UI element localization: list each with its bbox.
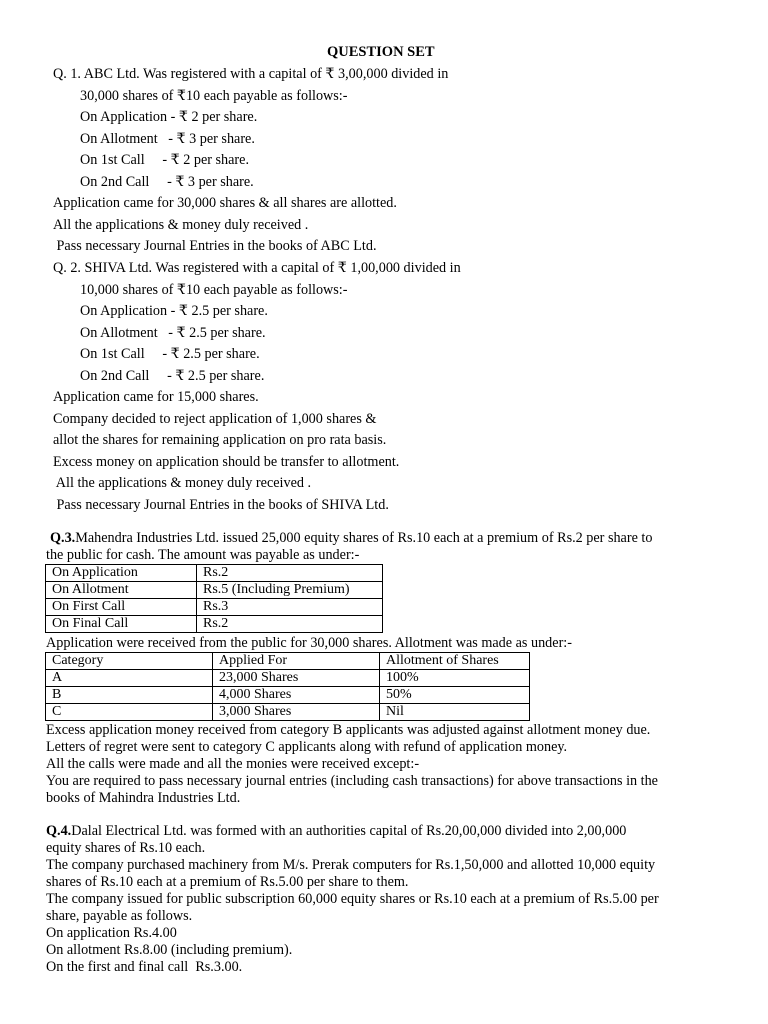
- table-row: [46, 599, 383, 616]
- q4-line: equity shares of Rs.10 each.: [46, 840, 206, 856]
- table-row: [46, 582, 383, 599]
- q4-line: On the first and final call Rs.3.00.: [46, 959, 243, 975]
- q1-note: All the applications & money duly received .: [53, 217, 309, 233]
- q1-schedule-item: On 1st Call - ₹ 2 per share.: [80, 152, 249, 168]
- q3-note: All the calls were made and all the monies were received except:-: [46, 756, 420, 772]
- q4-line: On application Rs.4.00: [46, 925, 177, 941]
- q2-intro: Q. 2. SHIVA Ltd. Was registered with a capital of ₹ 1,00,000 divided in: [53, 260, 461, 276]
- table-cell: Rs.5 (Including Premium): [197, 582, 383, 599]
- table-header-row: [46, 653, 530, 670]
- q3-note: Letters of regret were sent to category C applicants along with refund of application money.: [46, 739, 568, 755]
- table-cell: B: [46, 687, 213, 704]
- q1-schedule-item: On 2nd Call - ₹ 3 per share.: [80, 174, 254, 190]
- q1-note: Pass necessary Journal Entries in the books of ABC Ltd.: [53, 238, 377, 254]
- q1-schedule-item: On Allotment - ₹ 3 per share.: [80, 131, 255, 147]
- q4-line: share, payable as follows.: [46, 908, 193, 924]
- q3-intro: [50, 530, 652, 547]
- table-row: [46, 687, 530, 704]
- table-cell: Rs.2: [197, 565, 383, 582]
- table-cell: On Final Call: [46, 616, 197, 633]
- q1-shares: 30,000 shares of ₹10 each payable as follows:-: [80, 88, 348, 104]
- table-cell: 100%: [380, 670, 530, 687]
- q4-line: The company purchased machinery from M/s. Prerak computers for Rs.1,50,000 and allotted 10,000 equity: [46, 857, 656, 873]
- table-cell: 50%: [380, 687, 530, 704]
- q3-note: You are required to pass necessary journal entries (including cash transactions) for above transactions in the: [46, 773, 658, 789]
- q4-intro: [46, 823, 626, 840]
- q3-note: Excess application money received from category B applicants was adjusted against allotment money due.: [46, 722, 651, 738]
- q2-schedule-item: On 1st Call - ₹ 2.5 per share.: [80, 346, 260, 362]
- q2-note: All the applications & money duly received .: [53, 475, 312, 491]
- q4-intro-text: Dalal Electrical Ltd. was formed with an authorities capital of Rs.20,00,000 divided into 2,00,000: [71, 823, 627, 839]
- q1-intro: Q. 1. ABC Ltd. Was registered with a capital of ₹ 3,00,000 divided in: [53, 66, 449, 82]
- q4-label: Q.4.: [46, 823, 72, 839]
- q2-note: Excess money on application should be transfer to allotment.: [53, 454, 400, 470]
- table-cell: 4,000 Shares: [213, 687, 380, 704]
- table-cell: On Application: [46, 565, 197, 582]
- table-cell: A: [46, 670, 213, 687]
- q2-note: Company decided to reject application of 1,000 shares &: [53, 411, 377, 427]
- table-row: [46, 616, 383, 633]
- q4-line: On allotment Rs.8.00 (including premium).: [46, 942, 293, 958]
- q1-schedule-item: On Application - ₹ 2 per share.: [80, 109, 258, 125]
- table-cell: C: [46, 704, 213, 721]
- q3-label: Q.3.: [50, 530, 76, 546]
- table-row: [46, 704, 530, 721]
- q3-intro-line2: the public for cash. The amount was payable as under:-: [46, 547, 360, 563]
- table-header-cell: Category: [46, 653, 213, 670]
- q1-note: Application came for 30,000 shares & all shares are allotted.: [53, 195, 397, 211]
- q2-note: Pass necessary Journal Entries in the books of SHIVA Ltd.: [53, 497, 389, 513]
- q2-note: Application came for 15,000 shares.: [53, 389, 259, 405]
- q2-schedule-item: On Allotment - ₹ 2.5 per share.: [80, 325, 266, 341]
- table-header-cell: Allotment of Shares: [380, 653, 530, 670]
- table-cell: 23,000 Shares: [213, 670, 380, 687]
- table-header-cell: Applied For: [213, 653, 380, 670]
- q4-line: The company issued for public subscription 60,000 equity shares or Rs.10 each at a premium of Rs.5.00 per: [46, 891, 659, 907]
- table-cell: Nil: [380, 704, 530, 721]
- q3-note: books of Mahindra Industries Ltd.: [46, 790, 241, 806]
- table-cell: Rs.3: [197, 599, 383, 616]
- table-row: [46, 565, 383, 582]
- table-cell: On Allotment: [46, 582, 197, 599]
- q2-schedule-item: On Application - ₹ 2.5 per share.: [80, 303, 268, 319]
- q3-payment-table: [45, 564, 383, 633]
- q3-allotment-table: [45, 652, 530, 721]
- q4-line: shares of Rs.10 each at a premium of Rs.5.00 per share to them.: [46, 874, 409, 890]
- page-title: QUESTION SET: [327, 44, 435, 60]
- q3-intro-text: Mahendra Industries Ltd. issued 25,000 equity shares of Rs.10 each at a premium of Rs.2 per share to: [75, 530, 653, 546]
- table-cell: 3,000 Shares: [213, 704, 380, 721]
- q2-schedule-item: On 2nd Call - ₹ 2.5 per share.: [80, 368, 265, 384]
- q2-shares: 10,000 shares of ₹10 each payable as follows:-: [80, 282, 348, 298]
- table-row: [46, 670, 530, 687]
- q2-note: allot the shares for remaining application on pro rata basis.: [53, 432, 387, 448]
- table-cell: On First Call: [46, 599, 197, 616]
- q3-allotment-intro: Application were received from the public for 30,000 shares. Allotment was made as under:-: [46, 635, 572, 651]
- table-cell: Rs.2: [197, 616, 383, 633]
